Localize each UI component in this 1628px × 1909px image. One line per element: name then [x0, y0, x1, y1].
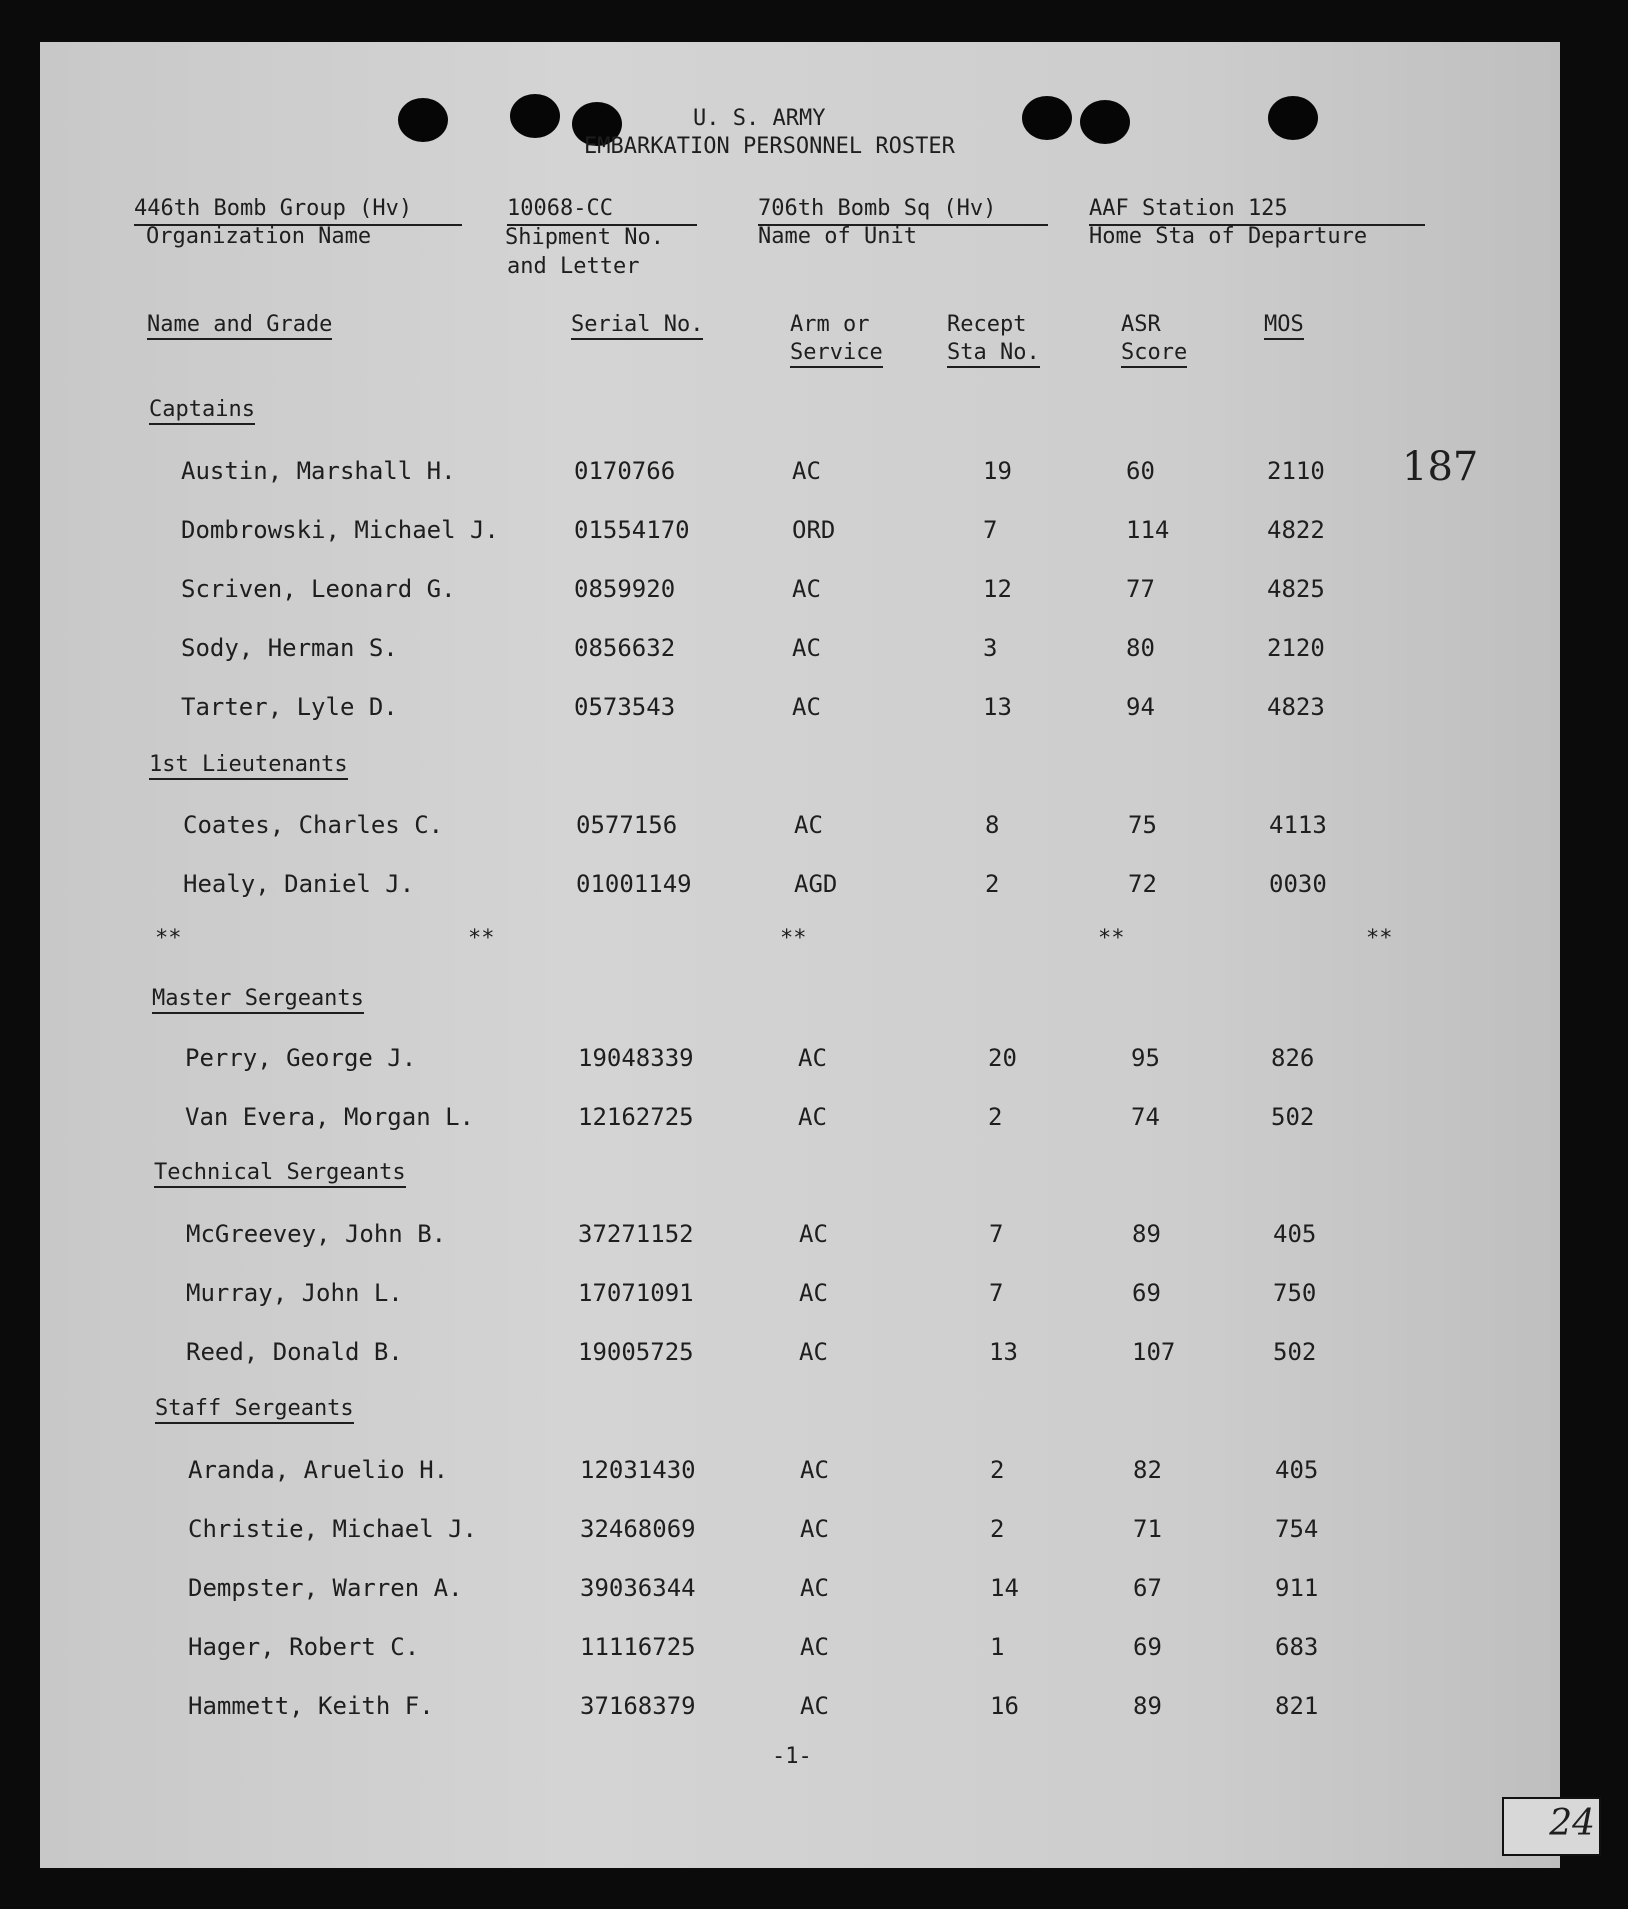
shipment-label-1: Shipment No. — [505, 225, 664, 250]
cell-mos: 750 — [1273, 1279, 1317, 1307]
cell-name: Dempster, Warren A. — [188, 1574, 463, 1602]
cell-serial: 12031430 — [580, 1456, 696, 1484]
punch-hole — [1022, 96, 1072, 140]
stamp-box — [1502, 1797, 1601, 1856]
cell-mos: 754 — [1275, 1515, 1319, 1543]
cell-asr: 114 — [1126, 516, 1170, 544]
cell-asr: 72 — [1128, 870, 1157, 898]
cell-asr: 77 — [1126, 575, 1155, 603]
cell-name: Healy, Daniel J. — [183, 870, 415, 898]
cell-name: Austin, Marshall H. — [181, 457, 456, 485]
cell-arm: AC — [799, 1279, 828, 1307]
cell-name: Perry, George J. — [185, 1044, 417, 1072]
cell-asr: 74 — [1131, 1103, 1160, 1131]
col-header-asr-1: ASR — [1121, 312, 1161, 337]
cell-serial: 0170766 — [574, 457, 676, 485]
cell-sta: 13 — [989, 1338, 1018, 1366]
cell-mos: 2120 — [1267, 634, 1325, 662]
cell-name: Hager, Robert C. — [188, 1633, 420, 1661]
cell-asr: 69 — [1133, 1633, 1162, 1661]
cell-serial: 19005725 — [578, 1338, 694, 1366]
cell-mos: 821 — [1275, 1692, 1319, 1720]
cell-serial: 37271152 — [578, 1220, 694, 1248]
cell-sta: 2 — [985, 870, 1000, 898]
cell-arm: AC — [792, 575, 821, 603]
cell-sta: 7 — [989, 1279, 1004, 1307]
cell-mos: 4825 — [1267, 575, 1325, 603]
cell-sta: 2 — [988, 1103, 1003, 1131]
cell-asr: 71 — [1133, 1515, 1162, 1543]
unit-value: 706th Bomb Sq (Hv) — [758, 196, 997, 221]
cell-arm: AC — [792, 693, 821, 721]
cell-sta: 19 — [983, 457, 1012, 485]
cell-name: Scriven, Leonard G. — [181, 575, 456, 603]
cell-arm: ORD — [792, 516, 836, 544]
cell-name: Aranda, Aruelio H. — [188, 1456, 449, 1484]
cell-asr: 80 — [1126, 634, 1155, 662]
cell-sta: 2 — [990, 1456, 1005, 1484]
cell-sta: 1 — [990, 1633, 1005, 1661]
col-header-recept-2: Sta No. — [947, 340, 1040, 368]
cell-name: Reed, Donald B. — [186, 1338, 403, 1366]
cell-arm: AC — [800, 1515, 829, 1543]
punch-hole — [510, 94, 560, 138]
cell-arm: AC — [800, 1633, 829, 1661]
page-number: -1- — [772, 1744, 812, 1769]
cell-asr: 82 — [1133, 1456, 1162, 1484]
cell-mos: 4823 — [1267, 693, 1325, 721]
separator-stars: ** — [468, 926, 495, 951]
cell-mos: 0030 — [1269, 870, 1327, 898]
cell-asr: 89 — [1133, 1692, 1162, 1720]
stamp-number: 24 — [1549, 1803, 1595, 1844]
cell-serial: 39036344 — [580, 1574, 696, 1602]
cell-arm: AC — [794, 811, 823, 839]
col-header-arm-1: Arm or — [790, 312, 870, 337]
section-title-master-sergeants: Master Sergeants — [152, 986, 364, 1014]
cell-serial: 0856632 — [574, 634, 676, 662]
cell-serial: 01001149 — [576, 870, 692, 898]
col-header-asr-2: Score — [1121, 340, 1187, 368]
cell-name: Dombrowski, Michael J. — [181, 516, 499, 544]
cell-mos: 4113 — [1269, 811, 1327, 839]
separator-stars: ** — [1098, 926, 1125, 951]
punch-hole — [1268, 96, 1318, 140]
cell-sta: 16 — [990, 1692, 1019, 1720]
cell-name: Van Evera, Morgan L. — [185, 1103, 474, 1131]
cell-sta: 7 — [983, 516, 998, 544]
cell-serial: 0573543 — [574, 693, 676, 721]
cell-arm: AC — [792, 634, 821, 662]
col-header-name: Name and Grade — [147, 312, 332, 340]
cell-serial: 0577156 — [576, 811, 678, 839]
organization-label: Organization Name — [146, 224, 372, 249]
section-title-staff-sergeants: Staff Sergeants — [155, 1396, 354, 1424]
cell-mos: 683 — [1275, 1633, 1319, 1661]
cell-serial: 0859920 — [574, 575, 676, 603]
home-station-value: AAF Station 125 — [1089, 196, 1288, 221]
shipment-label-2: and Letter — [507, 254, 640, 279]
cell-arm: AC — [800, 1456, 829, 1484]
col-header-arm-2: Service — [790, 340, 883, 368]
cell-mos: 4822 — [1267, 516, 1325, 544]
cell-arm: AGD — [794, 870, 838, 898]
cell-mos: 911 — [1275, 1574, 1319, 1602]
cell-sta: 8 — [985, 811, 1000, 839]
cell-mos: 2110 — [1267, 457, 1325, 485]
cell-mos: 405 — [1275, 1456, 1319, 1484]
col-header-recept-1: Recept — [947, 312, 1027, 337]
cell-mos: 405 — [1273, 1220, 1317, 1248]
separator-stars: ** — [780, 926, 807, 951]
col-header-serial: Serial No. — [571, 312, 703, 340]
cell-serial: 19048339 — [578, 1044, 694, 1072]
punch-hole — [398, 98, 448, 142]
col-header-mos: MOS — [1264, 312, 1304, 340]
section-title-technical-sergeants: Technical Sergeants — [154, 1160, 406, 1188]
handwritten-number: 187 — [1402, 444, 1479, 490]
cell-asr: 60 — [1126, 457, 1155, 485]
cell-serial: 11116725 — [580, 1633, 696, 1661]
separator-stars: ** — [1366, 926, 1393, 951]
cell-asr: 67 — [1133, 1574, 1162, 1602]
doc-title-line1: U. S. ARMY — [693, 106, 826, 131]
cell-arm: AC — [800, 1574, 829, 1602]
cell-arm: AC — [792, 457, 821, 485]
punch-hole — [1080, 100, 1130, 144]
cell-serial: 12162725 — [578, 1103, 694, 1131]
cell-arm: AC — [799, 1338, 828, 1366]
shipment-value: 10068-CC — [507, 196, 613, 221]
cell-sta: 3 — [983, 634, 998, 662]
cell-name: Christie, Michael J. — [188, 1515, 477, 1543]
cell-arm: AC — [800, 1692, 829, 1720]
cell-arm: AC — [798, 1103, 827, 1131]
cell-name: Murray, John L. — [186, 1279, 403, 1307]
cell-mos: 826 — [1271, 1044, 1315, 1072]
organization-value: 446th Bomb Group (Hv) — [134, 196, 413, 221]
cell-serial: 01554170 — [574, 516, 690, 544]
cell-name: Hammett, Keith F. — [188, 1692, 434, 1720]
cell-asr: 89 — [1132, 1220, 1161, 1248]
unit-label: Name of Unit — [758, 224, 917, 249]
cell-asr: 75 — [1128, 811, 1157, 839]
cell-sta: 7 — [989, 1220, 1004, 1248]
cell-sta: 2 — [990, 1515, 1005, 1543]
separator-stars: ** — [155, 926, 182, 951]
cell-sta: 20 — [988, 1044, 1017, 1072]
cell-serial: 17071091 — [578, 1279, 694, 1307]
cell-asr: 69 — [1132, 1279, 1161, 1307]
cell-asr: 95 — [1131, 1044, 1160, 1072]
cell-asr: 94 — [1126, 693, 1155, 721]
cell-sta: 13 — [983, 693, 1012, 721]
cell-arm: AC — [798, 1044, 827, 1072]
cell-sta: 12 — [983, 575, 1012, 603]
cell-name: McGreevey, John B. — [186, 1220, 447, 1248]
section-title-captains: Captains — [149, 397, 255, 425]
doc-title-line2: EMBARKATION PERSONNEL ROSTER — [584, 134, 955, 159]
cell-serial: 32468069 — [580, 1515, 696, 1543]
cell-arm: AC — [799, 1220, 828, 1248]
cell-serial: 37168379 — [580, 1692, 696, 1720]
cell-mos: 502 — [1273, 1338, 1317, 1366]
cell-sta: 14 — [990, 1574, 1019, 1602]
home-station-label: Home Sta of Departure — [1089, 224, 1368, 249]
section-title-1st-lieutenants: 1st Lieutenants — [149, 752, 348, 780]
cell-mos: 502 — [1271, 1103, 1315, 1131]
cell-name: Tarter, Lyle D. — [181, 693, 398, 721]
cell-name: Sody, Herman S. — [181, 634, 398, 662]
cell-name: Coates, Charles C. — [183, 811, 444, 839]
cell-asr: 107 — [1132, 1338, 1176, 1366]
